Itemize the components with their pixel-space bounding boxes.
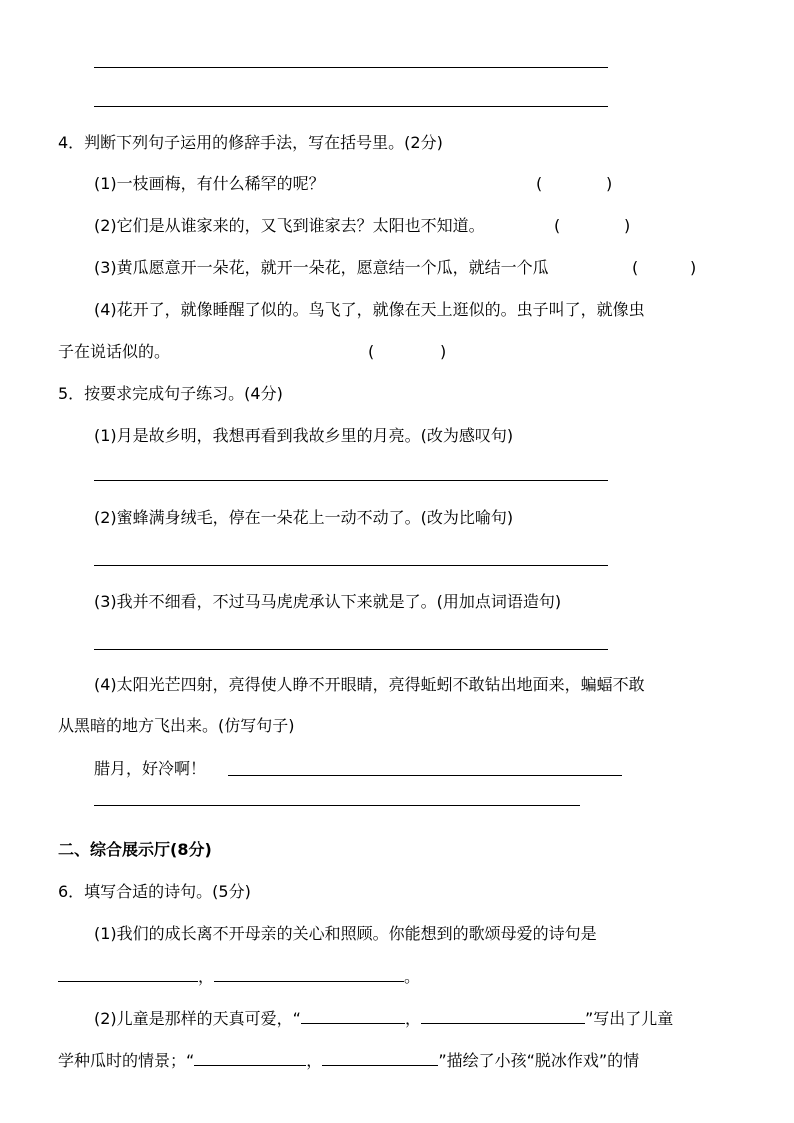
answer-blank[interactable] — [194, 1048, 306, 1066]
answer-blank[interactable] — [322, 1048, 438, 1066]
q6-sentence-1b — [58, 964, 748, 989]
q4-s3-text: (3)黄瓜愿意开一朵花，就开一朵花，愿意结一个瓜，就结一个瓜 — [94, 258, 549, 277]
q4-s1-text: (1)一枝画梅，有什么稀罕的呢？ — [94, 174, 325, 193]
q5-sentence-4a: (4)太阳光芒四射，亮得使人睁不开眼睛，亮得蚯蚓不敢钻出地面来，蝙蝠不敢 — [94, 675, 645, 694]
q4-sentence-4b — [58, 340, 748, 364]
answer-line[interactable] — [94, 805, 580, 806]
answer-paren-open: ( — [368, 342, 375, 361]
q6-comma: ， — [306, 1051, 323, 1070]
q6-sentence-2b — [58, 1048, 748, 1073]
q5-s4c-text: 腊月，好冷啊！ — [94, 759, 207, 778]
q6-comma: ， — [198, 967, 215, 986]
answer-line[interactable] — [94, 67, 608, 68]
answer-paren-open: ( — [632, 258, 639, 277]
answer-blank[interactable] — [58, 964, 198, 982]
q6-s2a-pre: (2)儿童是那样的天真可爱，“ — [94, 1009, 301, 1028]
answer-paren-close: ) — [606, 174, 613, 193]
q4-sentence-2 — [94, 214, 748, 238]
answer-blank[interactable] — [214, 964, 404, 982]
answer-paren-close: ) — [440, 342, 447, 361]
q6-title: 6．填写合适的诗句。(5分) — [58, 882, 251, 901]
q6-period: 。 — [404, 967, 421, 986]
answer-paren-open: ( — [536, 174, 543, 193]
answer-blank[interactable] — [421, 1006, 585, 1024]
q4-sentence-1 — [94, 172, 748, 196]
answer-paren-close: ) — [624, 216, 631, 235]
q5-sentence-3: (3)我并不细看，不过马马虎虎承认下来就是了。(用加点词语造句) — [94, 592, 562, 611]
q6-s2a-post: ”写出了儿童 — [584, 1009, 674, 1028]
q6-s2b-post: ”描绘了小孩“脱冰作戏”的情 — [438, 1051, 640, 1070]
q6-comma: ， — [404, 1009, 421, 1028]
answer-paren-open: ( — [554, 216, 561, 235]
q4-title: 4．判断下列句子运用的修辞手法，写在括号里。(2分) — [58, 133, 443, 152]
answer-line[interactable] — [94, 649, 608, 650]
q6-sentence-1a: (1)我们的成长离不开母亲的关心和照顾。你能想到的歌颂母爱的诗句是 — [94, 924, 597, 943]
answer-line[interactable] — [94, 106, 608, 107]
q5-title: 5．按要求完成句子练习。(4分) — [58, 384, 283, 403]
answer-line[interactable] — [94, 480, 608, 481]
q4-s4b-text: 子在说话似的。 — [58, 342, 171, 361]
q4-sentence-4a: (4)花开了，就像睡醒了似的。鸟飞了，就像在天上逛似的。虫子叫了，就像虫 — [94, 300, 645, 319]
q4-s2-text: (2)它们是从谁家来的，又飞到谁家去？太阳也不知道。 — [94, 216, 485, 235]
q5-sentence-4b: 从黑暗的地方飞出来。(仿写句子) — [58, 716, 295, 735]
q6-sentence-2a — [94, 1006, 748, 1031]
answer-line[interactable] — [228, 775, 622, 776]
answer-line[interactable] — [94, 565, 608, 566]
q6-s2b-pre: 学种瓜时的情景；“ — [58, 1051, 195, 1070]
answer-blank[interactable] — [301, 1006, 405, 1024]
q5-sentence-4c — [94, 757, 748, 781]
q4-sentence-3 — [94, 256, 748, 280]
section-title: 二、综合展示厅(8分) — [58, 840, 212, 859]
q5-sentence-1: (1)月是故乡明，我想再看到我故乡里的月亮。(改为感叹句) — [94, 426, 514, 445]
q5-sentence-2: (2)蜜蜂满身绒毛，停在一朵花上一动不动了。(改为比喻句) — [94, 508, 514, 527]
answer-paren-close: ) — [690, 258, 697, 277]
